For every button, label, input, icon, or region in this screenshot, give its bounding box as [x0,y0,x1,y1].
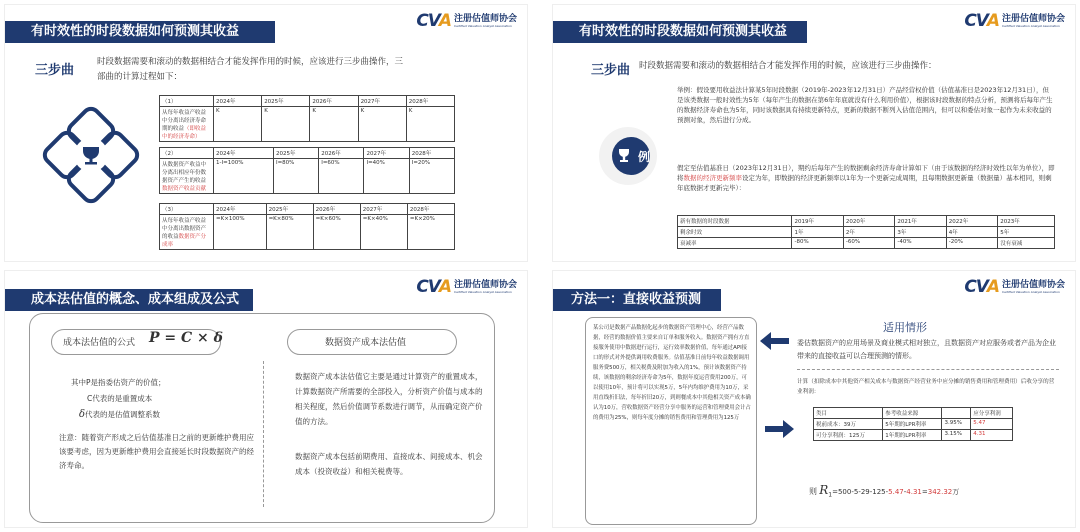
slide-title: 有时效性的时段数据如何预测其收益 [553,21,807,43]
right-paragraph-2: 数据资产成本包括前期费用、直接成本、间接成本、机会成本（投资收益）和相关税费等。 [295,452,483,476]
decay-table: 新有数据的时段数据 2019年 2020年 2021年 2022年 2023年 剩余时效 1年 2年 3年 4年 5年 衰减率 -80% -60% -40% -20% 没有衰减 [677,215,1055,249]
step3-table: （3） 2024年 2025年 2026年 2027年 2028年 从每年收益产收益中分离出数据资产的收益数据资产分成率 =K×100% =K×80% =K×60% =K×40% =K×20% [159,203,455,250]
divider [263,361,264,507]
step-label: 三步曲 [35,63,75,78]
slide-title: 方法一：直接收益预测 [553,289,721,311]
example-badge: 例 [638,150,651,164]
brand-logo: CVA 注册估值师协会 Certified Valuation Analyst Association [416,277,517,297]
slide-title: 有时效性的时段数据如何预测其收益 [5,21,275,43]
example-paragraph-1: 举例：假设要用收益法计算某5年时段数据（2019年-2023年12月31日）产品经营权价值（估值基准日是2023年12月31日），但是该类数据一般时效性为5年（每年产生的数据在第6年年底就没有什么利用价值），根据该时段数据的特点分析，预测将后每年产生的数据经济寿命也为5年，同时该数据具有持续更新特点，更新的数据不断列入估值范围内，但可以和委估对象一起作为未来收益的预测对象，然后进行分成。 [677,86,1053,124]
example-paragraph-2: 假定至估值基准日（2023年12月31日），期约后每年产生的数据剩余经济寿命计算如下（由于该数据的经济时效性以年为单位），即将数据的经济更新频率设定为年，即数据的经济更新频率以1年为一个更新完成周期，且每期数据更新量（数据量）基本相同，则剩年底数据才更新完毕）： [677,164,1055,192]
step2-table: （2） 2024年 2025年 2026年 2027年 2028年 从数据资产收益中分离出相应年份数据资产产生的收益数据资产收益贡献 1-I=100% I=80% I=60% I=40% I=20% [159,147,455,194]
case-text: 某公司是数据产品数据化起步的数据资产管理中心，经营产品数据，经营的数据价值主要来自订单和服务收入。数据资产拥有方直接服务使用中数据进行运行，运行效率数据价值，每年通过API接口的形式对外提供调用收费服务。估值基准日前每年收益数据调用服务费500万，相关税费及附加为收入的1%，预计该数据资产持续，该数据的剩余经济寿命为5年，数据年度运营费用200万，可以使用10年，预计将可以实现5万，5年内均维护费用为10万，采用直线折旧法，每年折旧20万，到则餐成本中其他相关资产成本确认为10万，营收数据资产经营分享中服务的运营和管理费用会计占的费用为25%，则每年度分摊的销售费用和管理费用为125万 [593,325,751,421]
cost-formula: P = C × δ [149,330,223,346]
step-label: 三步曲 [591,63,631,78]
brand-logo: CVA 注册估值师协会 Certified Valuation Analyst Association [964,277,1065,297]
brand-logo: CVA 注册估值师协会 Certified Valuation Analyst Association [416,11,517,31]
right-paragraph-1: 数据资产成本法估值它主要是通过计算资产的重置成本，计算数据资产所需要的全部投入，分析资产价值与成本的相关程度，然后价值调节系数进行调节，从而确定资产价值的方法。 [295,372,483,426]
calc-intro: 计算（扣除成本中其他资产相关成本与数据资产经营业务中应分摊的销售费用和管理费用）后收分享的营业利润： [797,379,1055,395]
intro-text: 时段数据需要和滚动的数据相结合才能发挥作用的时候，应该进行三步曲操作： [639,61,937,71]
delta-definition: δ代表的是估值调整系数 [79,409,161,420]
arrow-left-icon [759,331,791,351]
applicable-title: 适用情形 [883,321,927,334]
applicable-text: 委估数据资产的应用场景及商业模式相对独立，且数据资产对应服务或者产品为企业带来的直接收益可以合理预测的情形。 [797,339,1056,360]
slide-2 [552,4,1076,262]
result-formula: 则 $R_1=500-5-29-125-5.47-4.31=342.32$万 [809,483,960,499]
slide-3 [4,270,528,528]
slide-4 [552,270,1076,528]
right-title: 数据资产成本法估值 [325,338,407,348]
trophy-diagram-icon [41,105,141,205]
formula-label: 成本法估值的公式 [63,338,136,348]
slide-title: 成本法估值的概念、成本组成及公式 [5,289,253,311]
p-definition: 其中P是指委估资产的价值； [71,378,166,387]
profit-table: 类目 参考收益来源 应分享利润 税前成本：39万 5年期的LPR利率 3.95% 5.47 可分享利润：125万 1年期的LPR利率 3.15% 4.31 [813,407,1013,441]
note: 注意：随着资产形成之后估值基准日之前的更新维护费用应该要考虑，因为更新维护费用会直接延长时段数据资产的经济寿命。 [59,433,254,470]
brand-logo: CVA 注册估值师协会 Certified Valuation Analyst Association [964,11,1065,31]
slide-1 [4,4,528,262]
arrow-right-icon [763,419,795,439]
step1-table: （1） 2024年 2025年 2026年 2027年 2028年 从每年收益产收益中分离出经济寿命期的收益（即收益中的经济寿命） K K K K K [159,95,455,142]
intro-text: 时段数据需要和滚动的数据相结合才能发挥作用的时候，应该进行三步曲操作，三 部曲的计算过程如下： [97,57,404,82]
c-definition: C代表的是重置成本 [87,394,153,403]
